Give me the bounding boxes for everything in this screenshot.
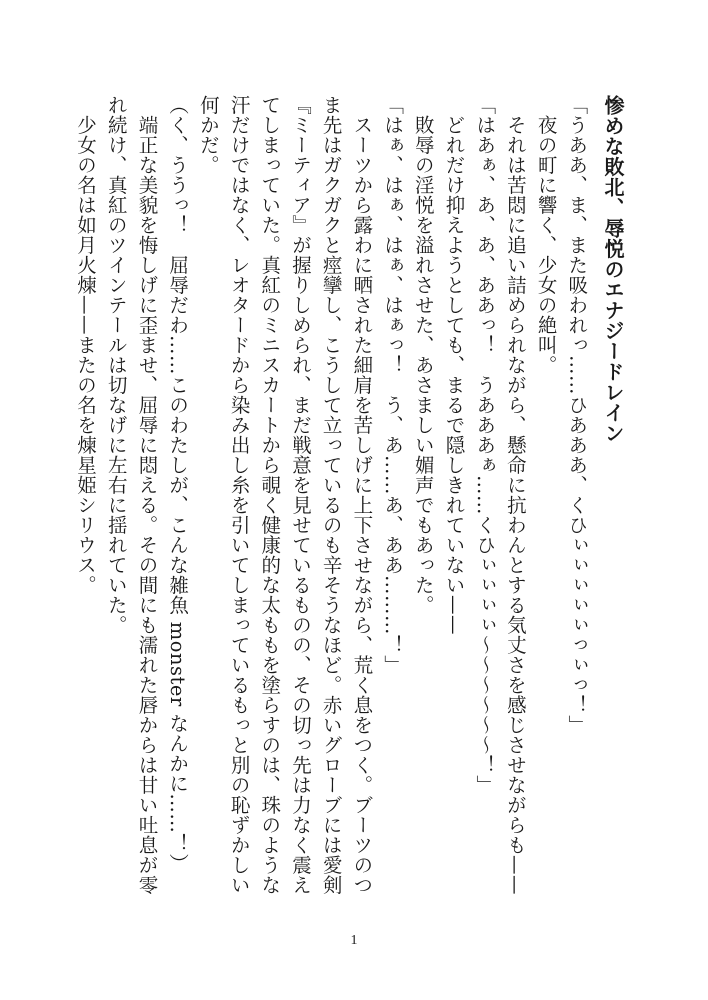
text-line: それは苦悶に追い詰められながら、懸命に抗わんとする気丈さを感じさせながらも—— <box>503 95 527 895</box>
text-line: 少女の名は如月火煉——またの名を煉星姫シリウス。 <box>74 95 98 595</box>
text-line: てしまっていた。真紅のミニスカートから覗く健康的な太ももを塗らすのは、珠のような <box>258 95 282 895</box>
text-line: ま先はガクガクと痙攣し、こうして立っているのも辛そうなほど。赤いグローブには愛剣 <box>319 95 343 895</box>
text-line: 汗だけではなく、レオタードから染み出し糸を引いてしまっているもっと別の恥ずかしい <box>227 95 251 895</box>
text-line: スーツから露わに晒された細肩を苦しげに上下させながら、荒く息をつく。ブーツのつ <box>350 95 374 895</box>
page-number: 1 <box>350 933 358 948</box>
text-line: 『ミーティア』が握りしめられ、まだ戦意を見せているものの、その切っ先は力なく震え <box>288 95 312 895</box>
chapter-heading: 惨めな敗北、辱悦のエナジードレイン <box>601 95 625 444</box>
text-line: れ続け、真紅のツインテールは切なげに左右に揺れていた。 <box>104 95 128 635</box>
text-line: どれだけ抑えようとしても、まるで隠しきれていない—— <box>442 95 466 635</box>
text-line: 「はぁ、はぁ、はぁ、はぁっ！ う、あ……あ、ああ………！」 <box>381 95 405 675</box>
text-line: 夜の町に響く、少女の絶叫。 <box>534 95 558 375</box>
body-text <box>69 95 628 895</box>
text-line: 敗辱の淫悦を溢れさせた、あさましい媚声でもあった。 <box>411 95 435 615</box>
text-line: 何かだ。 <box>196 95 220 175</box>
text-line: 「はあぁ、あ、あ、ああっ！ うあああぁ……くひぃぃぃぃ〜〜〜〜〜〜！」 <box>473 95 497 795</box>
text-line: 端正な美貌を悔しげに歪ませ、屈辱に悶える。その間にも濡れた唇からは甘い吐息が零 <box>135 95 159 895</box>
text-line: （く、ううっ！ 屈辱だわ……このわたしが、こんな雑魚 monster なんかに……！） <box>166 95 190 874</box>
text-line: 「うああ、ま、また吸われっ……ひあああ、くひぃぃぃぃぃっぃっ！」 <box>565 95 589 735</box>
